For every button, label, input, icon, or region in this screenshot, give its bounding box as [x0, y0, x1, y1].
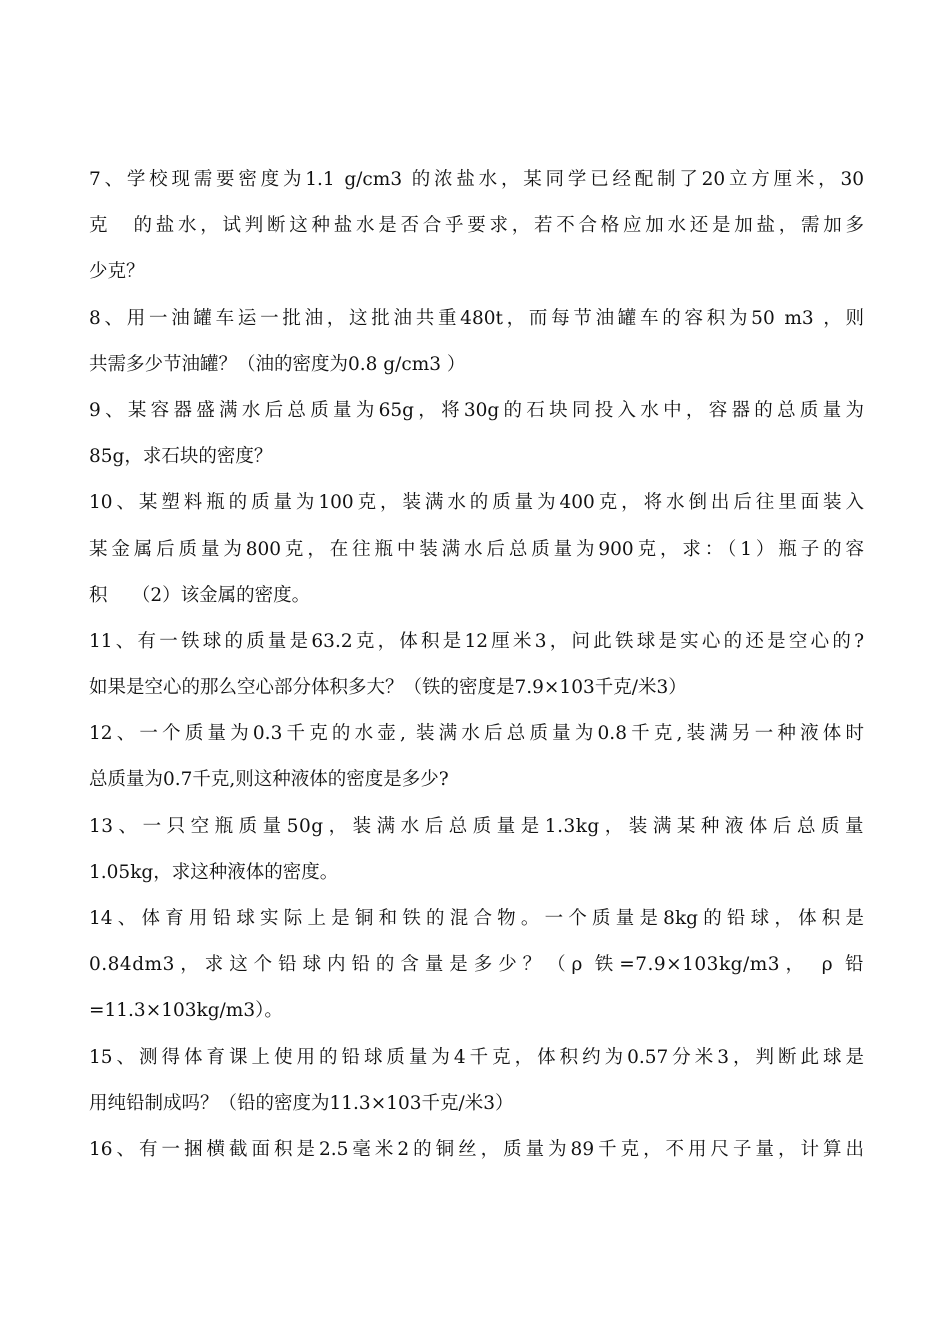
text-line: 9、某容器盛满水后总质量为65g，将30g的石块同投入水中，容器的总质量为 — [89, 399, 864, 421]
text-line: 如果是空心的那么空心部分体积多大？（铁的密度是7.9×103千克/米3） — [89, 677, 687, 699]
text-line: 某金属后质量为800克，在往瓶中装满水后总质量为900克，求：（1）瓶子的容 — [89, 538, 864, 560]
text-line: 7、学校现需要密度为1.1 g/cm3 的浓盐水，某同学已经配制了20立方厘米，30 — [89, 169, 864, 190]
document-body — [89, 157, 864, 1173]
text-line: 积 （2）该金属的密度。 — [89, 584, 311, 606]
text-line: 克 的盐水，试判断这种盐水是否合乎要求，若不合格应加水还是加盐，需加多 — [89, 215, 864, 237]
text-line: 1.05kg，求这种液体的密度。 — [89, 861, 339, 883]
text-line: 11、有一铁球的质量是63.2克，体积是12厘米3，问此铁球是实心的还是空心的? — [89, 630, 864, 652]
text-line: 16、有一捆横截面积是2.5毫米2的铜丝，质量为89千克，不用尺子量，计算出 — [89, 1138, 864, 1160]
text-line: 8、用一油罐车运一批油，这批油共重480t，而每节油罐车的容积为50 m3 ，则 — [89, 307, 864, 329]
text-line: 14、体育用铅球实际上是铜和铁的混合物。一个质量是8kg的铅球，体积是 — [89, 908, 864, 929]
text-line: 12、一个质量为0.3千克的水壶, 装满水后总质量为0.8千克,装满另一种液体时 — [89, 723, 864, 745]
text-line: 总质量为0.7千克,则这种液体的密度是多少? — [89, 769, 449, 791]
text-line: 15、测得体育课上使用的铅球质量为4千克，体积约为0.57分米3，判断此球是 — [89, 1046, 864, 1068]
text-line: 0.84dm3，求这个铅球内铅的含量是多少？（ρ 铁=7.9×103kg/m3， ρ 铅 — [89, 954, 864, 976]
text-line: 13、一只空瓶质量50g，装满水后总质量是1.3kg，装满某种液体后总质量 — [89, 815, 864, 837]
text-line: 少克？ — [89, 261, 145, 283]
text-line: 用纯铅制成吗？（铅的密度为11.3×103千克/米3） — [89, 1092, 514, 1114]
text-line: =11.3×103kg/m3）。 — [89, 1000, 283, 1022]
text-line: 共需多少节油罐？（油的密度为0.8 g/cm3 ） — [89, 353, 466, 375]
text-line: 10、某塑料瓶的质量为100克，装满水的质量为400克，将水倒出后往里面装入 — [89, 492, 864, 514]
text-line: 85g，求石块的密度？ — [89, 446, 273, 468]
